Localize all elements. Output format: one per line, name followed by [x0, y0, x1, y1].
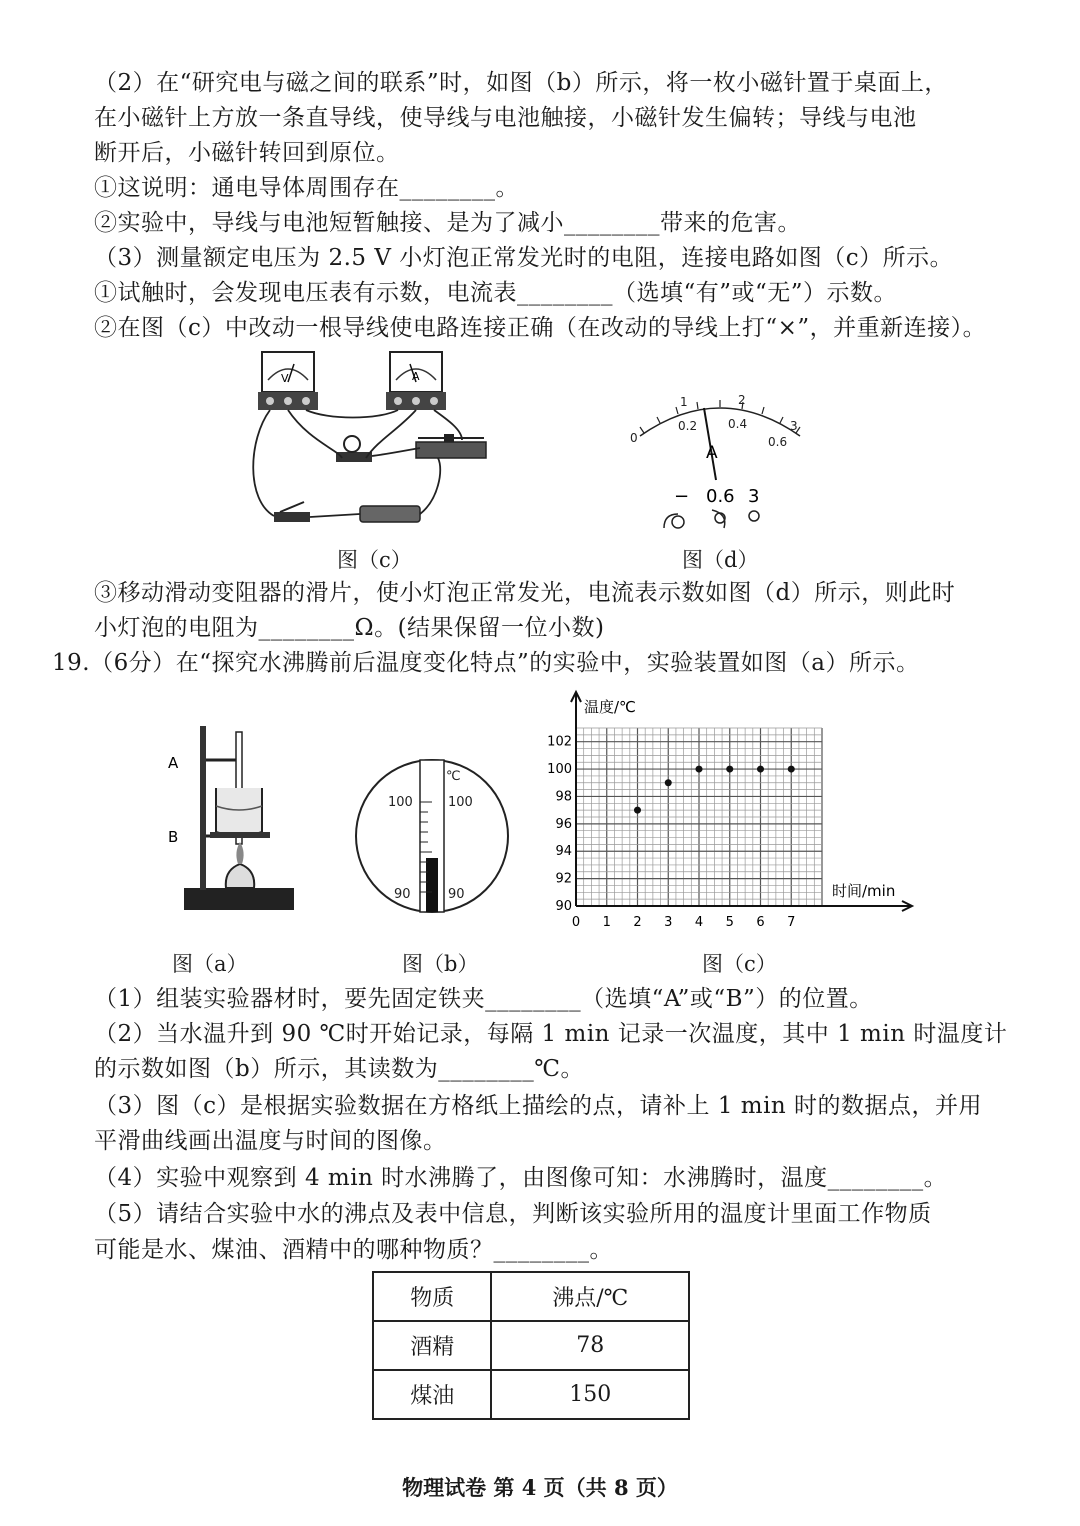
voltmeter [258, 352, 318, 410]
fig-c-caption: 图（c） [337, 548, 412, 572]
q19-question2-line2: 的示数如图（b）所示，其读数为________℃。 [94, 1056, 584, 1082]
switch [274, 502, 310, 522]
q18-p3-line1: （3）测量额定电压为 2.5 V 小灯泡正常发光时的电阻，连接电路如图（c）所示。 [94, 245, 954, 271]
dial-small-04: 0.4 [728, 417, 748, 431]
dial-small-06: 0.6 [768, 435, 788, 449]
y-tick-label: 96 [555, 816, 572, 832]
boiling-apparatus-figure [164, 720, 298, 916]
fig-d-caption: 图（d） [682, 548, 759, 572]
fig-c2-caption: 图（c） [702, 952, 777, 976]
x-tick-label: 1 [602, 915, 611, 930]
table-header-cell: 物质 [373, 1272, 491, 1321]
mercury-column [426, 858, 438, 912]
q19-question2-line1: （2）当水温升到 90 ℃时开始记录，每隔 1 min 记录一次温度，其中 1 min 时温度计 [94, 1021, 1008, 1047]
q18-p3-question1: ①试触时，会发现电压表有示数，电流表________（选填“有”或“无”）示数。 [94, 280, 898, 306]
q18-p2-line1: （2）在“研究电与磁之间的联系”时，如图（b）所示，将一枚小磁针置于桌面上， [94, 70, 948, 96]
table-cell: 78 [491, 1321, 689, 1370]
dial-symbol: A [706, 443, 718, 463]
table-cell: 煤油 [373, 1370, 491, 1419]
thermo-unit: ℃ [446, 769, 461, 784]
boiling-point-table [372, 1271, 690, 1420]
y-tick-label: 92 [555, 871, 572, 887]
q18-p3-question3-line1: ③移动滑动变阻器的滑片，使小灯泡正常发光，电流表示数如图（d）所示，则此时 [94, 580, 956, 606]
table-row [373, 1370, 689, 1419]
dial-small-02: 0.2 [678, 419, 698, 433]
q19-question4: （4）实验中观察到 4 min 时水沸腾了，由图像可知：水沸腾时，温度________。 [94, 1165, 948, 1191]
battery [360, 506, 420, 522]
dial-large-2: 2 [738, 393, 746, 407]
x-tick-label: 2 [633, 915, 642, 930]
dial-large-3: 3 [790, 419, 798, 433]
thermo-100-right: 100 [448, 795, 473, 810]
thermo-100-left: 100 [388, 795, 413, 810]
chart-y-label: 温度/℃ [584, 698, 636, 716]
table-header-cell: 沸点/℃ [491, 1272, 689, 1321]
q18-p2-question2: ②实验中，导线与电池短暂触接、是为了减小________带来的危害。 [94, 210, 801, 236]
table-cell: 150 [491, 1370, 689, 1419]
q18-p3-question3-line2: 小灯泡的电阻为________Ω。(结果保留一位小数) [94, 615, 605, 641]
q19-question5-line1: （5）请结合实验中水的沸点及表中信息，判断该实验所用的温度计里面工作物质 [94, 1201, 932, 1227]
thermometer-figure [352, 756, 512, 916]
q19-question5-line2: 可能是水、煤油、酒精中的哪种物质？________。 [94, 1237, 613, 1263]
x-tick-label: 6 [756, 915, 765, 930]
x-tick-label: 0 [571, 915, 581, 930]
x-tick-label: 5 [725, 915, 734, 930]
q19-question3-line2: 平滑曲线画出温度与时间的图像。 [94, 1128, 447, 1154]
clamp-a-label: A [168, 754, 179, 772]
voltmeter-symbol: V [281, 372, 289, 385]
x-tick-label: 7 [787, 915, 796, 930]
wires [253, 410, 462, 517]
q19-question3-line1: （3）图（c）是根据实验数据在方格纸上描绘的点，请补上 1 min 时的数据点，并用 [94, 1093, 983, 1119]
y-tick-label: 90 [555, 899, 572, 914]
q18-p2-question1: ①这说明：通电导体周围存在________。 [94, 175, 519, 201]
terminal-negative: − [674, 486, 690, 507]
circuit-figure [248, 350, 488, 530]
fig-b-caption: 图（b） [402, 952, 479, 976]
q18-p2-line3: 断开后，小磁针转回到原位。 [94, 140, 400, 166]
table-header-row [373, 1272, 689, 1321]
y-tick-label: 94 [555, 844, 572, 860]
q18-p3-question2: ②在图（c）中改动一根导线使电路连接正确（在改动的导线上打“×”，并重新连接）。 [94, 315, 987, 341]
table-cell: 酒精 [373, 1321, 491, 1370]
clamp-b-label: B [168, 828, 179, 846]
temperature-time-chart [540, 686, 920, 936]
q18-p2-line2: 在小磁针上方放一条直导线，使导线与电池触接，小磁针发生偏转；导线与电池 [94, 105, 917, 131]
ammeter [386, 352, 446, 410]
x-tick-label: 3 [664, 915, 673, 930]
y-tick-label: 102 [547, 734, 572, 750]
chart-grid [576, 728, 822, 906]
ammeter-symbol: A [412, 370, 420, 383]
y-tick-label: 100 [547, 762, 572, 778]
dial-small-0: 0 [630, 431, 638, 445]
rheostat [416, 434, 486, 458]
data-point [757, 766, 764, 773]
ammeter-dial-figure [620, 390, 820, 532]
q19-question1: （1）组装实验器材时，要先固定铁夹________（选填“A”或“B”）的位置。 [94, 986, 873, 1012]
data-point [665, 779, 672, 786]
q19-intro: 19.（6分）在“探究水沸腾前后温度变化特点”的实验中，实验装置如图（a）所示。 [52, 650, 920, 676]
chart-x-label: 时间/min [832, 882, 896, 900]
dial-large-1: 1 [680, 395, 688, 409]
x-tick-label: 4 [694, 915, 704, 930]
data-point [634, 807, 641, 814]
page-footer: 物理试卷 第 4 页（共 8 页） [402, 1475, 678, 1500]
data-point [696, 766, 703, 773]
y-tick-label: 98 [555, 789, 572, 805]
terminal-3: 3 [748, 486, 760, 507]
thermo-90-right: 90 [448, 887, 465, 902]
data-point [788, 766, 795, 773]
thermo-90-left: 90 [394, 887, 411, 902]
fig-a-caption: 图（a） [172, 952, 248, 976]
data-point [726, 766, 733, 773]
chart-ticks [547, 735, 795, 930]
terminal-06: 0.6 [706, 486, 735, 507]
table-row [373, 1321, 689, 1370]
